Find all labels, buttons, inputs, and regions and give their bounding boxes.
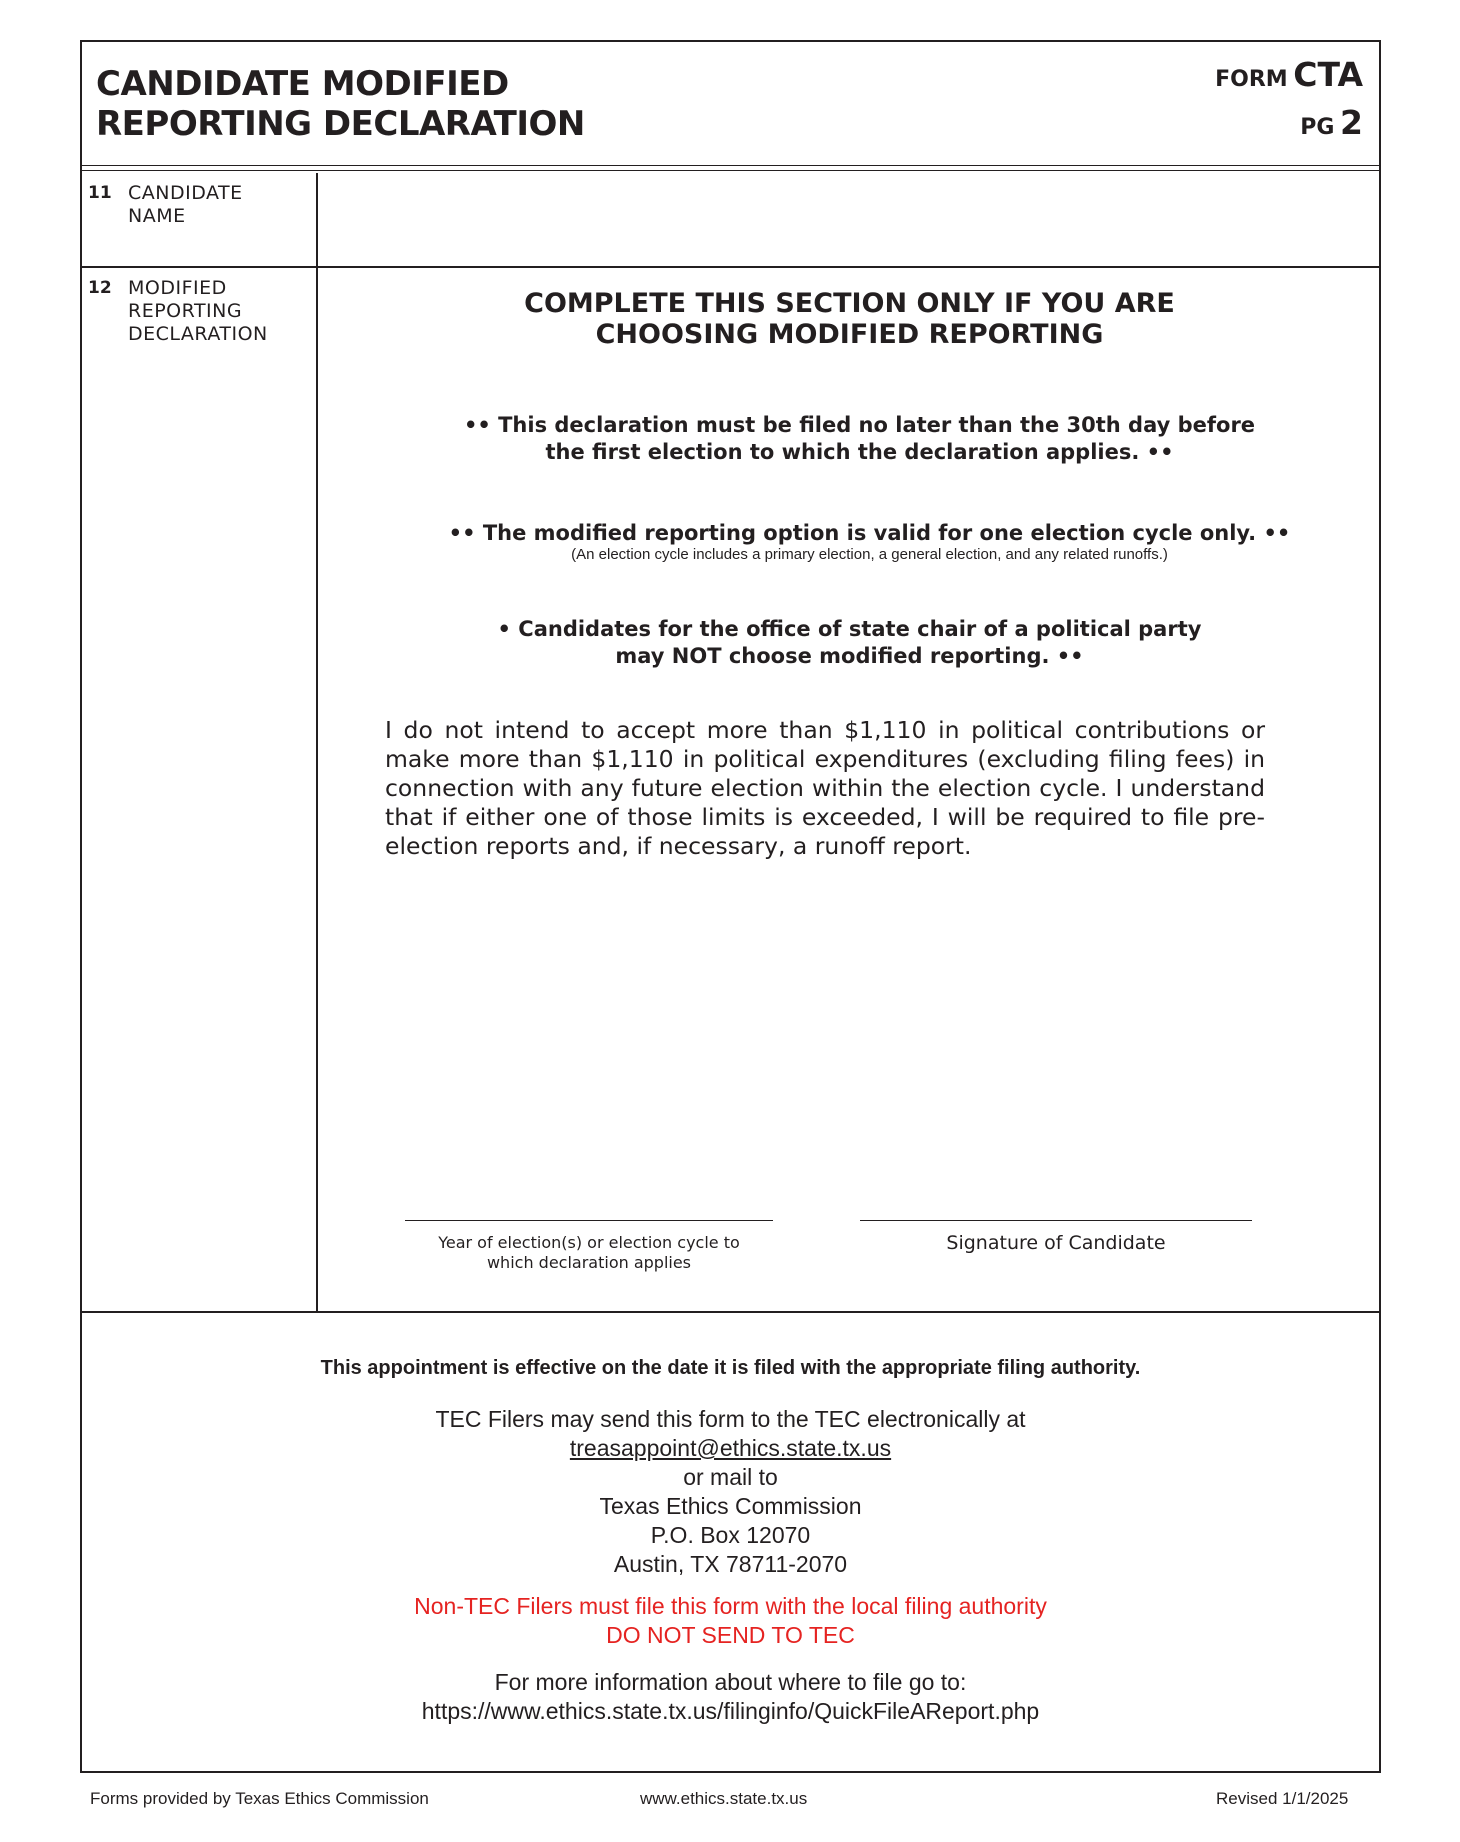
modified-reporting-label-line2: REPORTING <box>128 300 243 322</box>
state-chair-notice-line2: may NOT choose modified reporting. •• <box>615 644 1084 668</box>
declaration-content <box>320 268 1379 1311</box>
declaration-heading <box>320 288 1379 350</box>
or-mail-text: or mail to <box>683 1464 778 1490</box>
modified-reporting-label <box>128 277 268 346</box>
footer-provider: Forms provided by Texas Ethics Commission <box>90 1789 429 1808</box>
modified-reporting-label-line1: MODIFIED <box>128 277 227 299</box>
form-title-line1: CANDIDATE MODIFIED <box>96 64 509 104</box>
candidate-name-row <box>82 173 1379 268</box>
footer-website: www.ethics.state.tx.us <box>640 1789 808 1808</box>
field-number-11: 11 <box>88 183 112 203</box>
election-year-label <box>405 1233 773 1273</box>
header-divider <box>82 170 1379 171</box>
field-number-12: 12 <box>88 278 112 298</box>
tec-filing-instructions <box>82 1405 1379 1579</box>
state-chair-notice <box>320 616 1379 670</box>
form-identifier <box>1215 54 1363 150</box>
mailing-po-box: P.O. Box 12070 <box>650 1522 811 1548</box>
election-cycle-notice <box>320 520 1379 563</box>
form-header <box>82 42 1379 166</box>
page-number: 2 <box>1340 103 1363 142</box>
state-chair-notice-line1: • Candidates for the office of state chair of a political party <box>497 617 1202 641</box>
non-tec-warning <box>82 1592 1379 1650</box>
election-year-label-line2: which declaration applies <box>486 1253 692 1272</box>
candidate-name-label-line1: CANDIDATE <box>128 182 243 204</box>
form-frame <box>80 40 1381 1773</box>
mailing-org-name: Texas Ethics Commission <box>599 1493 862 1519</box>
tec-electronic-text: TEC Filers may send this form to the TEC electronically at <box>435 1406 1026 1432</box>
candidate-name-label-line2: NAME <box>128 205 186 227</box>
election-cycle-definition: (An election cycle includes a primary election, a general election, and any related runoffs.) <box>571 546 1168 563</box>
filing-deadline-notice-line1: •• This declaration must be filed no later than the 30th day before <box>463 413 1256 437</box>
more-info <box>82 1668 1379 1726</box>
modified-reporting-label-cell <box>82 268 318 1311</box>
candidate-name-field[interactable] <box>320 173 1379 266</box>
modified-reporting-row <box>82 268 1379 1313</box>
candidate-name-label-cell <box>82 173 318 266</box>
mailing-city-state-zip: Austin, TX 78711-2070 <box>613 1551 848 1577</box>
non-tec-warning-line2: DO NOT SEND TO TEC <box>606 1622 855 1648</box>
tec-email-link[interactable]: treasappoint@ethics.state.tx.us <box>569 1435 892 1461</box>
declaration-statement: I do not intend to accept more than $1,110 in political contributions or make more than $1,110 in political expenditures (excluding filing fees) in connection with any future election within the election cycle. I understand that if either one of those limits is exceeded, I will be required to file pre-election reports and, if necessary, a runoff report. <box>385 716 1265 860</box>
page-label: PG <box>1300 115 1335 140</box>
filing-deadline-notice-line2: the first election to which the declaration applies. •• <box>545 440 1174 464</box>
election-cycle-notice-line1: •• The modified reporting option is valid for one election cycle only. •• <box>448 521 1291 545</box>
form-title-line2: REPORTING DECLARATION <box>96 104 585 144</box>
election-year-field[interactable] <box>405 1220 773 1221</box>
form-code: CTA <box>1293 55 1363 94</box>
candidate-signature-field[interactable] <box>860 1220 1252 1221</box>
tec-electronic-line <box>82 1405 1379 1463</box>
non-tec-warning-line1: Non-TEC Filers must file this form with the local filing authority <box>414 1593 1047 1619</box>
form-title <box>96 64 585 144</box>
declaration-heading-line2: CHOOSING MODIFIED REPORTING <box>595 319 1104 350</box>
candidate-name-label <box>128 182 243 228</box>
filing-information <box>82 1315 1379 1771</box>
modified-reporting-label-line3: DECLARATION <box>128 323 268 345</box>
more-info-url[interactable]: https://www.ethics.state.tx.us/filinginfo/QuickFileAReport.php <box>421 1698 1040 1724</box>
declaration-heading-line1: COMPLETE THIS SECTION ONLY IF YOU ARE <box>524 288 1175 319</box>
election-year-label-line1: Year of election(s) or election cycle to <box>438 1233 740 1252</box>
form-label: FORM <box>1215 67 1288 92</box>
effective-date-notice: This appointment is effective on the date it is filed with the appropriate filing authority. <box>320 1357 1141 1379</box>
filing-deadline-notice <box>320 412 1379 466</box>
candidate-signature-label: Signature of Candidate <box>946 1232 1166 1254</box>
more-info-text: For more information about where to file go to: <box>494 1669 967 1695</box>
footer-revision: Revised 1/1/2025 <box>1216 1789 1349 1808</box>
